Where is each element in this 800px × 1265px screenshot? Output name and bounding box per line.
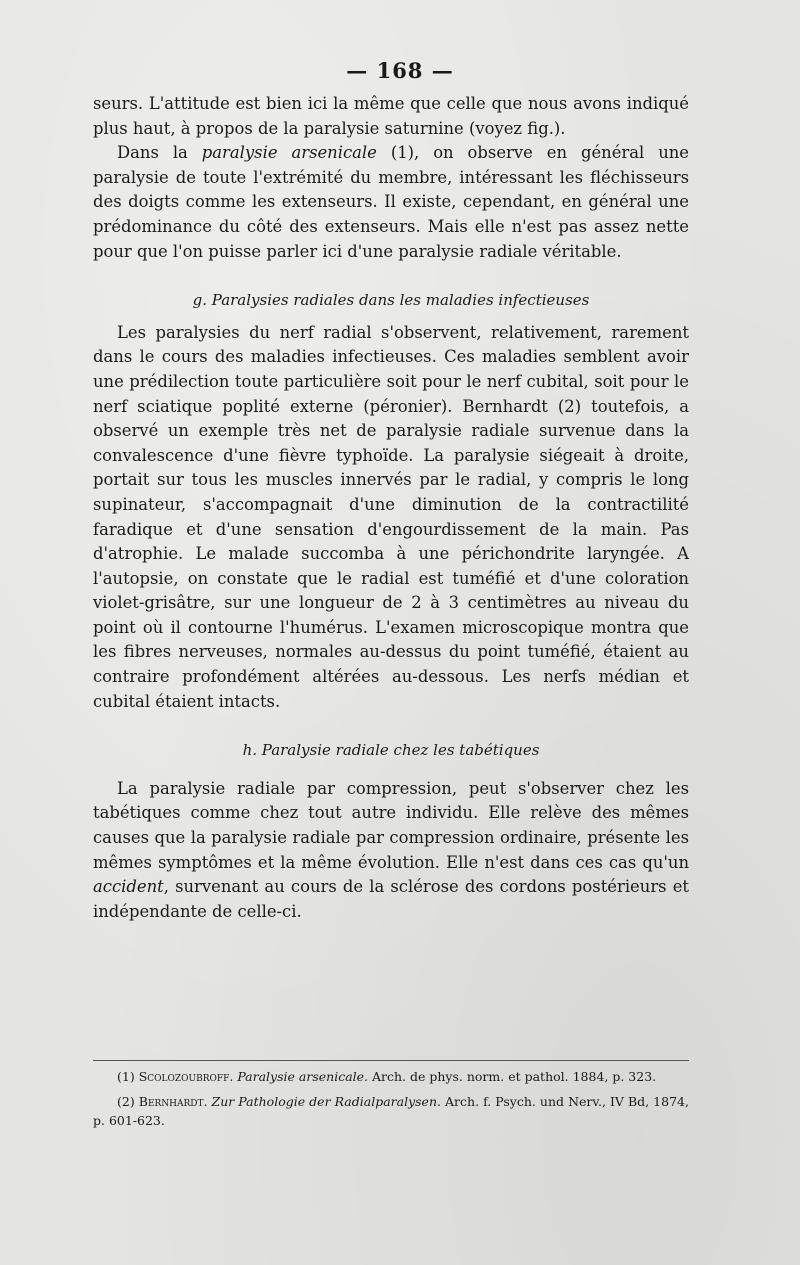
paragraph-arsenic-rest: (1), on observe en général une paralysie de toute l'extrémité du membre, intéressant les fléchisseurs des doigts comme les extenseurs. Il existe, cependant, en général une prédominance du côté des extenseurs. Mais elle n'est pas assez nette pour que l'on puisse parler ici d'une paralysie radiale véritable. <box>93 143 690 261</box>
page-number: — 168 — <box>346 58 454 83</box>
footnotes <box>93 1060 689 1136</box>
paragraph-infectious: Les paralysies du nerf radial s'observent, relativement, rarement dans le cours des maladies infectieuses. Ces maladies semblent avoir une prédilection toute particulière soit pour le nerf cubital, soit pour le nerf sciatique poplité externe (péronier). Bernhardt (2) toutefois, a observé un exemple très net de paralysie radiale survenue dans la convalescence d'une fièvre typhoïde. La paralysie siégeait à droite, portait sur tous les muscles innervés par le radial, y compris le long supinateur, s'accompagnait d'une diminution de la contractilité faradique et d'une sensation d'engourdissement de la main. Pas d'atrophie. Le malade succomba à une périchondrite laryngée. A l'autopsie, on constate que le radial est tuméfié et d'une coloration violet-grisâtre, sur une longueur de 2 à 3 centimètres au niveau du point où il contourne l'humérus. L'examen microscopique montra que les fibres nerveuses, normales au-dessus du point tuméfié, étaient au contraire profondément altérées au-dessous. Les nerfs médian et cubital étaient intacts. <box>93 322 689 711</box>
paragraph-arsenic-term: paralysie arsenicale <box>201 143 377 163</box>
paragraph-tabetic <box>93 777 689 925</box>
paragraph-arsenic <box>93 141 689 264</box>
paragraph-tabetic-lead: La paralysie radiale par compression, peut s'observer chez les tabétiques comme chez tout autre individu. Elle relève des mêmes causes que la paralysie radiale par compression ordinaire, présente les mêmes symptômes et la même évolution. Elle n'est dans ces cas qu'un <box>93 778 689 872</box>
footnote-1-number: (1) <box>117 1069 135 1084</box>
section-heading-h: h. Paralysie radiale chez les tabétiques <box>242 741 540 760</box>
footnote-1 <box>93 1067 689 1086</box>
footnote-1-source: Arch. de phys. norm. et pathol. 1884, p. 323. <box>372 1069 657 1084</box>
footnote-2 <box>93 1092 689 1130</box>
footnote-2-author: Bernhardt. <box>138 1094 208 1109</box>
paragraph-arsenic-lead: Dans la <box>117 143 188 163</box>
paragraph-tabetic-term: accident <box>93 877 164 897</box>
footnote-1-author: Scolozoubroff. <box>138 1069 234 1084</box>
footnote-2-number: (2) <box>117 1094 135 1109</box>
paragraph-tabetic-rest: , survenant au cours de la sclérose des cordons postérieurs et indépendante de celle-ci. <box>93 877 689 921</box>
footnote-1-title: Paralysie arsenicale. <box>237 1069 369 1084</box>
section-heading-g: g. Paralysies radiales dans les maladies infectieuses <box>192 291 590 310</box>
paragraph-continuation: seurs. L'attitude est bien ici la même que celle que nous avons indiqué plus haut, à propos de la paralysie saturnine (voyez fig.). <box>93 94 689 138</box>
footnote-2-source: Arch. f. Psych. und Nerv., IV Bd, 1874, p. 601-623. <box>93 1094 689 1128</box>
footnote-2-title: Zur Pathologie der Radialparalysen. <box>211 1094 441 1109</box>
body-text <box>93 92 689 924</box>
